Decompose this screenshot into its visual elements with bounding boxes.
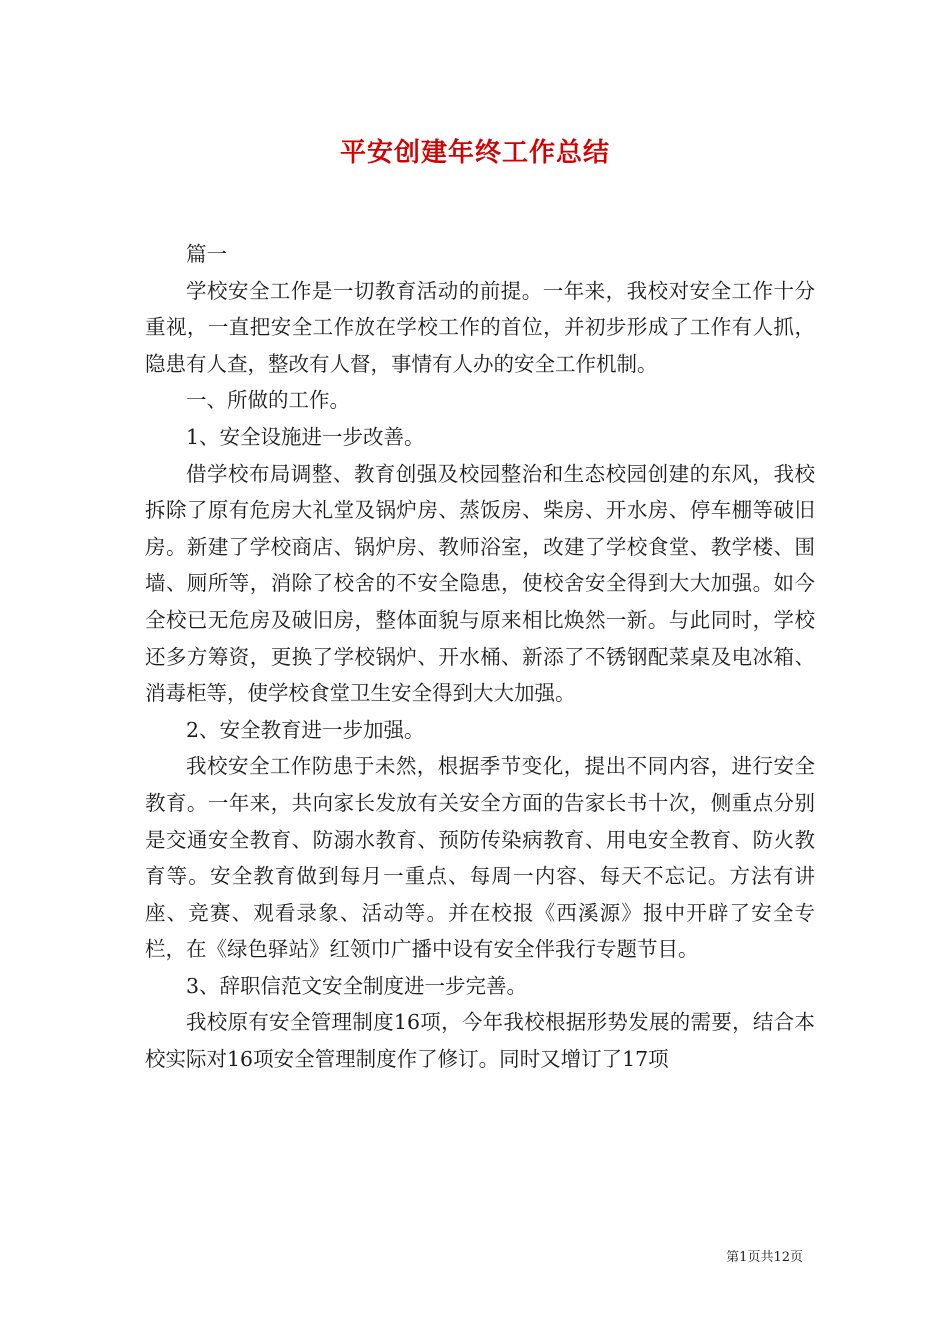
body-paragraph: 我校原有安全管理制度16项，今年我校根据形势发展的需要，结合本校实际对16项安全管理制度作了修订。同时又增订了17项 [145, 1010, 815, 1072]
document-body [145, 236, 815, 1078]
page-number: 第1页共12页 [726, 1250, 803, 1265]
document-title: 平安创建年终工作总结 [339, 138, 610, 168]
body-paragraph: 借学校布局调整、教育创强及校园整治和生态校园创建的东风，我校拆除了原有危房大礼堂及锅炉房、蒸饭房、柴房、开水房、停车棚等破旧房。新建了学校商店、锅炉房、教师浴室，改建了学校食堂、教学楼、围墙、厕所等，消除了校舍的不安全隐患，使校舍安全得到大大加强。如今全校已无危房及破旧房，整体面貌与原来相比焕然一新。与此同时，学校还多方筹资，更换了学校锅炉、开水桶、新添了不锈钢配菜桌及电冰箱、消毒柜等，使学校食堂卫生安全得到大大加强。 [145, 461, 815, 706]
section-heading: 一、所做的工作。 [186, 388, 350, 413]
intro-paragraph: 学校安全工作是一切教育活动的前提。一年来，我校对安全工作十分重视，一直把安全工作放在学校工作的首位，并初步形成了工作有人抓，隐患有人查，整改有人督，事情有人办的安全工作机制。 [145, 278, 815, 376]
subsection-heading: 2、安全教育进一步加强。 [186, 717, 425, 742]
body-paragraph: 我校安全工作防患于未然，根据季节变化，提出不同内容，进行安全教育。一年来，共向家长发放有关安全方面的告家长书十次，侧重点分别是交通安全教育、防溺水教育、预防传染病教育、用电安全教育、防火教育等。安全教育做到每月一重点、每周一内容、每天不忘记。方法有讲座、竞赛、观看录象、活动等。并在校报《西溪源》报中开辟了安全专栏，在《绿色驿站》红领巾广播中设有安全伴我行专题节目。 [145, 754, 815, 962]
subsection-heading: 1、安全设施进一步改善。 [186, 424, 425, 449]
subsection-heading: 3、辞职信范文安全制度进一步完善。 [186, 973, 528, 998]
section-label: 篇一 [186, 242, 227, 266]
